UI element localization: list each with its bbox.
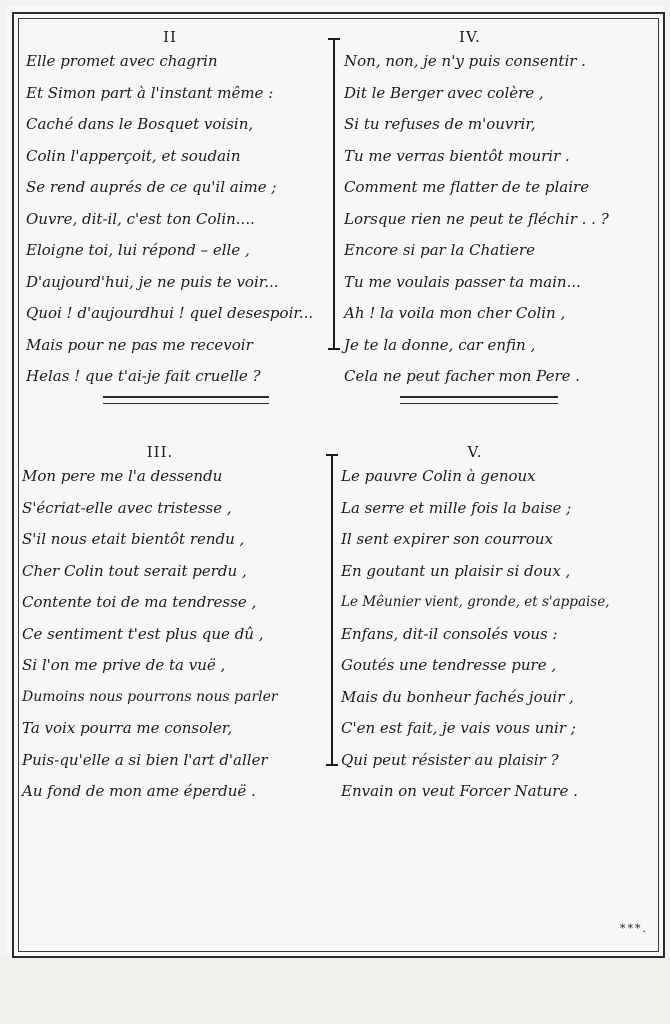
stanza-2-line: Caché dans le Bosquet voisin, — [26, 115, 254, 133]
stanza-5-line: Qui peut résister au plaisir ? — [341, 750, 559, 769]
stanza-3-line: S'il nous etait bientôt rendu , — [22, 530, 245, 548]
stanza-3 — [22, 461, 278, 808]
stanza-2-line: Quoi ! d'aujourdhui ! quel desespoir... — [26, 304, 314, 322]
stanza-3-line: Si l'on me prive de ta vuë , — [22, 656, 226, 674]
stanza-2-line: Eloigne toi, lui répond – elle , — [26, 241, 250, 259]
stanza-3-line: S'écriat-elle avec tristesse , — [22, 498, 232, 517]
stanza-5-brace — [331, 454, 333, 766]
stanza-2-line: Helas ! que t'ai-je fait cruelle ? — [26, 367, 261, 385]
stanza-3-line: Cher Colin tout serait perdu , — [22, 561, 247, 580]
stanza-4-line: Tu me verras bientôt mourir . — [344, 146, 570, 165]
stanza-2-numeral: II — [163, 28, 177, 46]
stanza-4-line: Comment me flatter de te plaire — [344, 178, 590, 196]
stanza-4-brace — [333, 38, 335, 350]
stanza-5-line: Mais du bonheur fachés jouir , — [341, 687, 574, 706]
stanza-2-line: Ouvre, dit-il, c'est ton Colin.... — [26, 209, 255, 228]
stanza-5-line: En goutant un plaisir si doux , — [341, 561, 571, 580]
stanza-5-line: Goutés une tendresse pure , — [341, 656, 557, 674]
stanza-5-line: Enfans, dit-il consolés vous : — [341, 624, 558, 643]
stanza-3-numeral: III. — [146, 443, 174, 461]
stanza-2-line: Elle promet avec chagrin — [26, 52, 218, 70]
stanza-2-line: D'aujourd'hui, je ne puis te voir... — [26, 272, 279, 291]
stanza-5-line: Il sent expirer son courroux — [341, 530, 553, 548]
signature-mark: ***. — [620, 922, 648, 935]
stanza-2 — [26, 46, 313, 393]
stanza-4-line: Encore si par la Chatiere — [344, 241, 535, 259]
stanza-3-line: Puis-qu'elle a si bien l'art d'aller — [22, 750, 268, 769]
stanza-4-line: Cela ne peut facher mon Pere . — [344, 367, 581, 385]
stanza-3-line: Ta voix pourra me consoler, — [22, 719, 233, 737]
page-margin-strip — [0, 958, 670, 1024]
stanza-5-line: Le pauvre Colin à genoux — [341, 467, 536, 485]
stanza-4-line: Lorsque rien ne peut te fléchir . . ? — [344, 209, 609, 228]
stanza-4 — [344, 46, 609, 393]
stanza-2-line: Mais pour ne pas me recevoir — [26, 335, 253, 354]
stanza-3-line: Ce sentiment t'est plus que dû , — [22, 624, 264, 643]
stanza-4-line: Non, non, je n'y puis consentir . — [344, 52, 586, 70]
stanza-4-line: Si tu refuses de m'ouvrir, — [344, 115, 536, 133]
stanza-2-line: Se rend auprés de ce qu'il aime ; — [26, 178, 277, 196]
stanza-5 — [341, 461, 610, 808]
stanza-5-line: Envain on veut Forcer Nature . — [341, 782, 578, 800]
stanza-4-line: Ah ! la voila mon cher Colin , — [344, 304, 566, 322]
stanza-5-line: C'en est fait, je vais vous unir ; — [341, 719, 576, 737]
separator-rule-left — [103, 396, 269, 404]
stanza-3-line: Contente toi de ma tendresse , — [22, 593, 257, 611]
stanza-2-line: Et Simon part à l'instant même : — [26, 83, 274, 102]
stanza-5-line: La serre et mille fois la baise ; — [341, 498, 572, 517]
stanza-3-line: Au fond de mon ame éperduë . — [22, 782, 256, 800]
separator-rule-right — [400, 396, 558, 404]
stanza-2-line: Colin l'apperçoit, et soudain — [26, 146, 241, 165]
stanza-4-line: Tu me voulais passer ta main... — [344, 272, 581, 291]
stanza-4-numeral: IV. — [459, 28, 481, 46]
stanza-5-numeral: V. — [467, 443, 483, 461]
stanza-3-line: Dumoins nous pourrons nous parler — [22, 688, 278, 705]
stanza-3-line: Mon pere me l'a dessendu — [22, 467, 223, 485]
stanza-5-line: Le Mêunier vient, gronde, et s'appaise, — [341, 594, 610, 610]
stanza-4-line: Dit le Berger avec colère , — [344, 83, 544, 102]
stanza-4-line: Je te la donne, car enfin , — [344, 335, 536, 354]
